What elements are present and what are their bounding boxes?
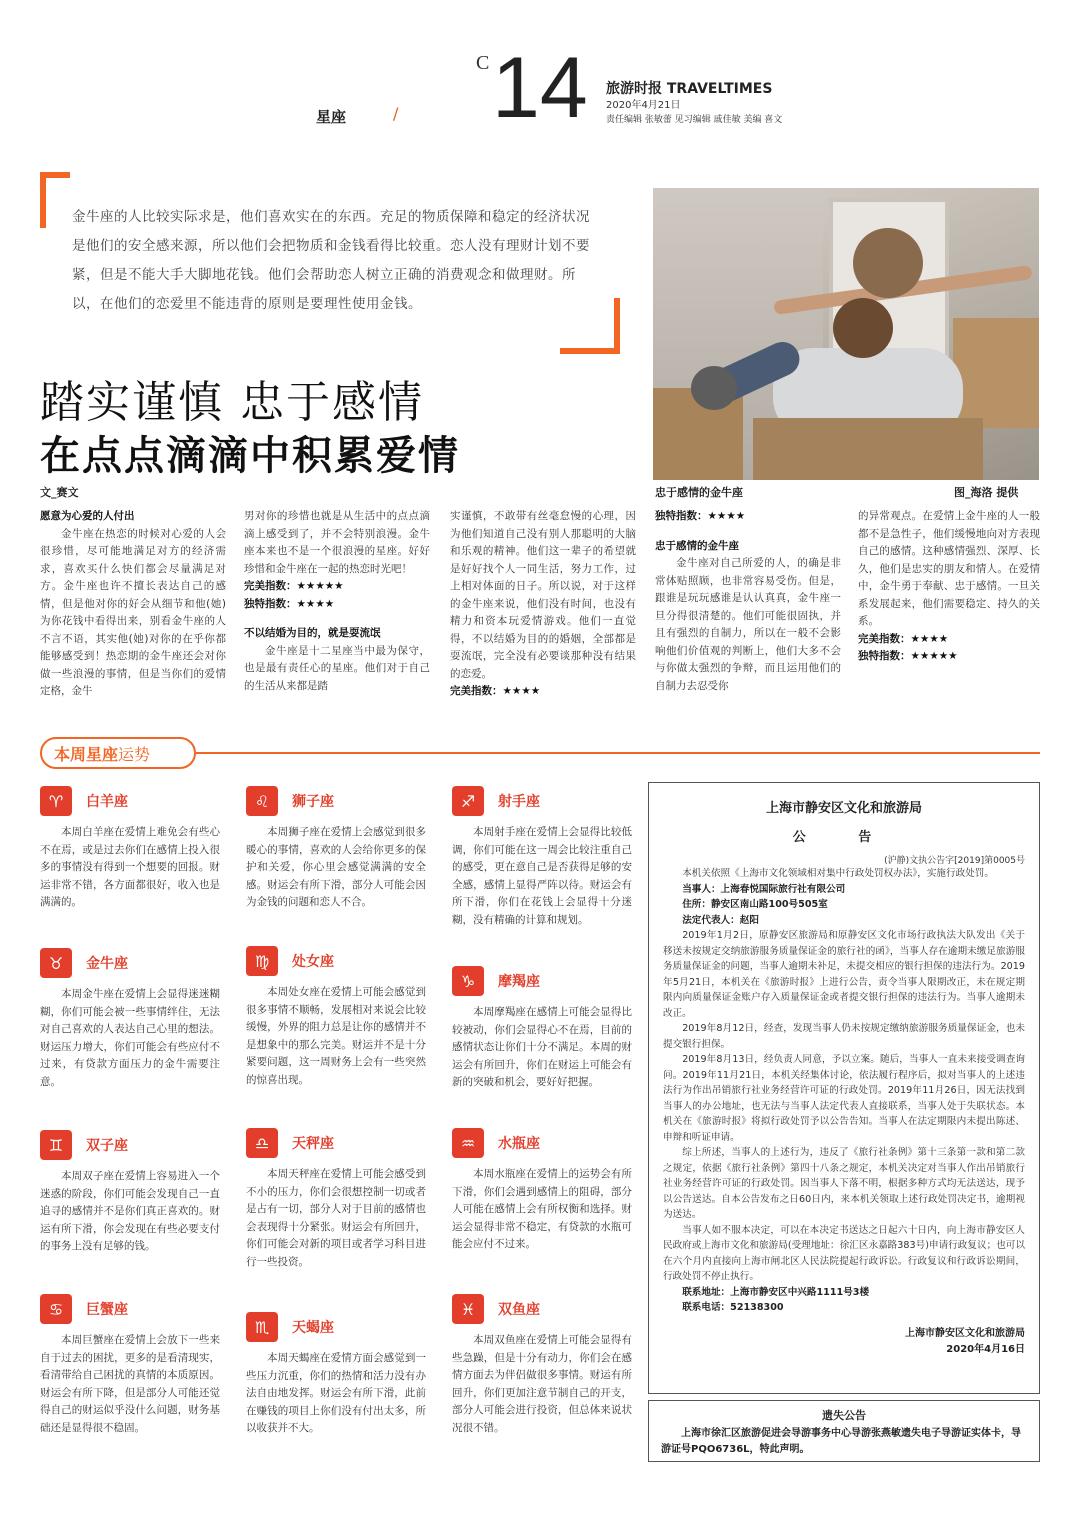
horoscope-banner xyxy=(54,742,150,765)
notice-doc-number: (沪静)文执公告字[2019]第0005号 xyxy=(884,856,1025,866)
intro-paragraph: 金牛座的人比较实际求是，他们喜欢实在的东西。充足的物质保障和稳定的经济状况是他们的安全感来源，所以他们会把物质和金钱看得比较重。恋人没有理财计划不要紧，但是不能大手大脚地花钱。他们会帮助恋人树立正确的消费观念和做理财。所以，在他们的恋爱里不能违背的原则是要理性使用金钱。 xyxy=(72,209,590,312)
notice-address: 住所：静安区南山路100号505室 xyxy=(682,899,828,910)
zodiac-aquarius xyxy=(452,1128,632,1254)
rating-perfect: 完美指数：★★★★ xyxy=(450,685,541,697)
zodiac-text: 本周射手座在爱情上会显得比较低调，你们可能在这一周会比较注重自己的感受，更在意自己是否获得足够的安全感，感情上显得严阵以待。财运会有所下滑，你们在花钱上会显得十分迷糊，没有精确的计算和规划。 xyxy=(452,826,632,926)
headline-sub: 在点点滴滴中积累爱情 xyxy=(40,432,460,479)
cancer-icon: ♋ xyxy=(40,1294,72,1324)
zodiac-pisces xyxy=(452,1294,632,1437)
zodiac-capricorn xyxy=(452,966,632,1092)
official-notice xyxy=(648,782,1040,1394)
rating-unique: 独特指数：★★★★★ xyxy=(858,650,958,662)
zodiac-text: 本周狮子座在爱情上会感觉到很多暖心的事情，喜欢的人会给你更多的保护和关爱，你心里会感觉满满的安全感。财运会有所下滑，部分人可能会因为金钱的问题和恋人不合。 xyxy=(246,826,426,908)
subheading: 不以结婚为目的，就是耍流氓 xyxy=(244,627,381,639)
notice-sign-org: 上海市静安区文化和旅游局 xyxy=(905,1327,1025,1339)
zodiac-gemini xyxy=(40,1130,220,1256)
lost-notice-title: 遗失公告 xyxy=(822,1409,866,1422)
notice-paragraph: 2019年8月12日，经查，发现当事人仍未按规定缴纳旅游服务质量保证金，也未提交银行担保。 xyxy=(663,1023,1025,1050)
zodiac-text: 本周双鱼座在爱情上可能会显得有些急躁，但是十分有动力，你们会在感情方面去为伴侣做很多事情。财运有所回升，你们更加注意节制自己的开支，部分人可能会进行投资，但总体来说状况很不错。 xyxy=(452,1334,632,1434)
notice-representative: 法定代表人：赵阳 xyxy=(682,914,759,926)
lost-notice xyxy=(648,1400,1040,1462)
sagittarius-icon: ♐ xyxy=(452,786,484,816)
zodiac-text: 本周金牛座在爱情上会显得迷迷糊糊，你们可能会被一些事情绊住，无法对自己喜欢的人表达自己心里的想法。财运压力增大，你们可能会有些应付不过来，有贷款方面压力的金牛需要注意。 xyxy=(40,988,220,1088)
paragraph: 金牛座是十二星座当中最为保守，也是最有责任心的星座。他们对于自己的生活从来都是踏 xyxy=(244,644,430,692)
subheading: 愿意为心爱的人付出 xyxy=(40,510,135,522)
taurus-icon: ♉ xyxy=(40,948,72,978)
paragraph: 男对你的珍惜也就是从生活中的点点滴滴上感受到了，并不会特别浪漫。金牛座本来也不是一个很浪漫的星座。好好珍惜和金牛座在一起的热恋时光吧！ xyxy=(244,510,430,575)
zodiac-aries xyxy=(40,786,220,912)
subheading: 忠于感情的金牛座 xyxy=(655,539,739,552)
article-column-1 xyxy=(40,508,226,701)
edition-letter: C xyxy=(476,52,490,74)
zodiac-text: 本周摩羯座在感情上可能会显得比较被动，你们会显得心不在焉，目前的感情状态让你们十分不满足。本周的财运会有所回升，你们在财运上可能会有新的突破和机会，要好好把握。 xyxy=(452,1006,632,1088)
notice-contact-address: 联系地址：上海市静安区中兴路1111号3楼 xyxy=(682,1286,870,1298)
zodiac-taurus xyxy=(40,948,220,1091)
notice-paragraph: 2019年1月2日，原静安区旅游局和原静安区文化市场行政执法大队发出《关于移送未按规定交纳旅游服务质量保证金的旅行社的函》，当事人存在逾期未缴足旅游服务质量保证金的问题，当事人逾期未补足，未提交相应的银行担保的违法行为。2019年5月21日，本机关在《旅游时报》上进行公告，责令当事人限期改正，未在规定期限内向质量保证金账户存入质量保证金或者提交银行担保的违法行为。当事人逾期未改正。 xyxy=(663,930,1025,1019)
zodiac-text: 本周处女座在爱情上可能会感觉到很多事情不顺畅，发展相对来说会比较缓慢，外界的阻力总是让你的感情并不是想象中的那么完美。财运并不是十分紧要问题，这一周财务上会有一些突然的惊喜出现。 xyxy=(246,986,426,1086)
zodiac-scorpio xyxy=(246,1312,426,1438)
article-column-3 xyxy=(450,508,636,701)
notice-sign-date: 2020年4月16日 xyxy=(946,1343,1025,1355)
notice-party: 当事人：上海春悦国际旅行社有限公司 xyxy=(682,883,846,895)
page-number: 14 xyxy=(492,40,588,136)
paragraph: 的异常观点。在爱情上金牛座的人一般都不是急性子，他们缓慢地向对方表现自己的感情。这种感情强烈、深厚、长久，他们是忠实的朋友和情人。在爱情中，金牛勇于奉献、忠于感情。一旦关系发展起来，他们需要稳定、持久的关系。 xyxy=(858,510,1040,627)
newspaper-name: 旅游时报 TRAVELTIMES xyxy=(606,81,773,97)
paragraph: 金牛座对自己所爱的人，的确是非常体贴照顾，也非常容易受伤。但是，跟谁是玩玩感谁是认认真真，金牛座一旦分得很清楚的。他们可能很固执，并且有强烈的自制力，所以在一般不会影响他们价值观的判断上，他们大多不会与你做太强烈的争辩，而且运用他们的自制力去忍受你 xyxy=(655,557,841,692)
byline: 文_赛文 xyxy=(40,486,79,499)
zodiac-libra xyxy=(246,1128,426,1271)
notice-paragraph: 当事人如不服本决定，可以在本决定书送达之日起六十日内，向上海市静安区人民政府或上海市文化和旅游局(受理地址：徐汇区永嘉路383号)申请行政复议；也可以在六个月内直接向上海市闸北区人民法院提起行政诉讼。行政复议和行政诉讼期间，行政处罚不停止执行。 xyxy=(663,1224,1025,1282)
section-mark: / xyxy=(393,104,399,123)
aquarius-icon: ♒ xyxy=(452,1128,484,1158)
gemini-icon: ♊ xyxy=(40,1130,72,1160)
zodiac-name: 双鱼座 xyxy=(498,1302,540,1318)
notice-signature xyxy=(663,1326,1025,1358)
zodiac-text: 本周天蝎座在爱情方面会感觉到一些压力沉重，你们的热情和活力没有办法自由地发挥。财运会有所下滑，此前在赚钱的项目上你们没有付出太多，所以收获并不大。 xyxy=(246,1352,426,1434)
rating-unique: 独特指数：★★★★ xyxy=(655,510,746,522)
bracket-top-left xyxy=(40,172,70,228)
virgo-icon: ♍ xyxy=(246,946,278,976)
rating-perfect: 完美指数：★★★★★ xyxy=(244,580,344,592)
photo-caption: 忠于感情的金牛座 xyxy=(655,486,743,499)
rating-unique: 独特指数：★★★★ xyxy=(244,597,335,610)
zodiac-name: 水瓶座 xyxy=(498,1136,540,1152)
pisces-icon: ♓ xyxy=(452,1294,484,1324)
zodiac-name: 处女座 xyxy=(292,954,334,970)
zodiac-cancer xyxy=(40,1294,220,1437)
notice-contact-phone: 联系电话：52138300 xyxy=(682,1302,784,1313)
article-column-4 xyxy=(655,508,841,695)
zodiac-text: 本周巨蟹座在爱情上会放下一些来自于过去的困扰，更多的是看清现实，看清带给自己困扰的真情的本质原因。财运会有所下降，但是部分人可能还觉得自己的财运似乎没什么问题，财务基础还是显得很不稳固。 xyxy=(40,1334,220,1434)
notice-paragraph: 2019年8月13日，经负责人同意，予以立案。随后，当事人一直未来接受调查询问。2019年11月21日，本机关经集体讨论，依法履行程序后，拟对当事人的上述违法行为作出吊销旅行社业务经营许可证的行政处罚。2019年11月26日，因无法找到当事人的办公地址，也无法与当事人法定代表人直接联系，当事人处于失联状态。本机关在《旅游时报》将拟行政处罚予以公告告知。当事人在法定期限内未提出陈述、申辩和听证申请。 xyxy=(663,1054,1025,1143)
capricorn-icon: ♑ xyxy=(452,966,484,996)
zodiac-leo xyxy=(246,786,426,912)
lost-notice-text: 上海市徐汇区旅游促进会导游事务中心导游张燕敏遗失电子导游证实体卡，导游证号PQO6736L，特此声明。 xyxy=(661,1428,1021,1455)
zodiac-sagittarius xyxy=(452,786,632,929)
banner-main: 本周星座 xyxy=(54,745,119,764)
rating-perfect: 完美指数：★★★★ xyxy=(858,632,949,645)
photo-credit: 图_海洛 提供 xyxy=(954,486,1019,499)
zodiac-name: 金牛座 xyxy=(86,956,128,972)
zodiac-name: 摩羯座 xyxy=(498,974,540,990)
notice-title: 公 告 xyxy=(792,830,896,845)
article-column-5 xyxy=(858,508,1040,666)
zodiac-name: 天蝎座 xyxy=(292,1320,334,1336)
zodiac-virgo xyxy=(246,946,426,1089)
banner-rule xyxy=(196,752,1040,754)
article-column-2 xyxy=(244,508,430,695)
issue-date: 2020年4月21日 xyxy=(606,100,681,111)
leo-icon: ♌ xyxy=(246,786,278,816)
zodiac-name: 射手座 xyxy=(498,794,540,810)
scorpio-icon: ♏ xyxy=(246,1312,278,1342)
paragraph: 金牛座在热恋的时候对心爱的人会很珍惜，尽可能地满足对方的经济需求，喜欢买什么快们都会尽量满足对方。金牛座也许不擅长表达自己的感情，但是他对你的好会从细节和他(她)为你花钱中看得出来，别看金牛座的人不言不语，其实他(她)对你的在乎你都能够感受到！热恋期的金牛座还会对你做一些浪漫的事情，但是当你们的爱情定格，金牛 xyxy=(40,527,226,697)
zodiac-name: 白羊座 xyxy=(86,794,128,810)
headline-main: 踏实谨慎 忠于感情 xyxy=(40,377,424,428)
zodiac-text: 本周天秤座在爱情上可能会感受到不小的压力，你们会很想控制一切或者是占有一切，部分人对于目前的感情也会表现得十分紧张。财运会有所回升，你们可能会对新的项目或者学习科目进行一些投资。 xyxy=(246,1168,426,1268)
libra-icon: ♎ xyxy=(246,1128,278,1158)
notice-organization: 上海市静安区文化和旅游局 xyxy=(765,801,922,816)
zodiac-name: 巨蟹座 xyxy=(86,1302,128,1318)
paragraph: 实谨慎，不敢带有丝毫怠慢的心理，因为他们知道自己没有别人那聪明的大脑和乐观的精神。他们这一辈子的希望就是好好找个人一同生活，努力工作，过上相对体面的日子。所以说，对于这样的金牛座来说，他们没有时间，也没有精力和资本玩爱情游戏。他们一直觉得，不以结婚为目的的婚姻，全部都是耍流氓，完全没有必要谈那种没有结果的恋爱。 xyxy=(450,510,636,680)
zodiac-name: 双子座 xyxy=(86,1138,128,1154)
zodiac-name: 天秤座 xyxy=(292,1136,334,1152)
section-title: 星座 xyxy=(316,108,347,126)
banner-light: 运势 xyxy=(118,745,151,764)
zodiac-text: 本周水瓶座在爱情上的运势会有所下滑，你们会遇到感情上的阻碍，部分人可能在感情上会有所权衡和选择。财运会显得非常不稳定，有贷款的水瓶可能会应付不过来。 xyxy=(452,1168,632,1250)
editor-credits: 责任编辑 张敏蕾 见习编辑 戚佳敏 美编 喜文 xyxy=(606,115,783,125)
zodiac-name: 狮子座 xyxy=(292,794,334,810)
zodiac-text: 本周白羊座在爱情上难免会有些心不在焉，或是过去你们在感情上投入很多的事情没有得到一个想要的回报。财运非常不错，各方面都很好，收入也是满满的。 xyxy=(40,826,220,908)
notice-paragraph: 本机关依照《上海市文化领域相对集中行政处罚权办法》，实施行政处罚。 xyxy=(682,868,994,879)
zodiac-text: 本周双子座在爱情上容易进入一个迷惑的阶段，你们可能会发现自己一直追寻的感情并不是你们真正喜欢的。财运有所下滑，你会发现在有些必要支付的事务上没有足够的钱。 xyxy=(40,1170,220,1252)
couple-photo xyxy=(653,188,1039,480)
notice-paragraph: 综上所述，当事人的上述行为，违反了《旅行社条例》第十三条第一款和第二款之规定，依据《旅行社条例》第四十八条之规定，本机关决定对当事人作出吊销旅行社业务经营许可证的行政处罚。因当事人下落不明，根据多种方式均无法送达，现予以公告送达。自本公告发布之日60日内，来本机关领取上述行政处罚决定书，逾期视为送达。 xyxy=(663,1147,1025,1220)
aries-icon: ♈ xyxy=(40,786,72,816)
